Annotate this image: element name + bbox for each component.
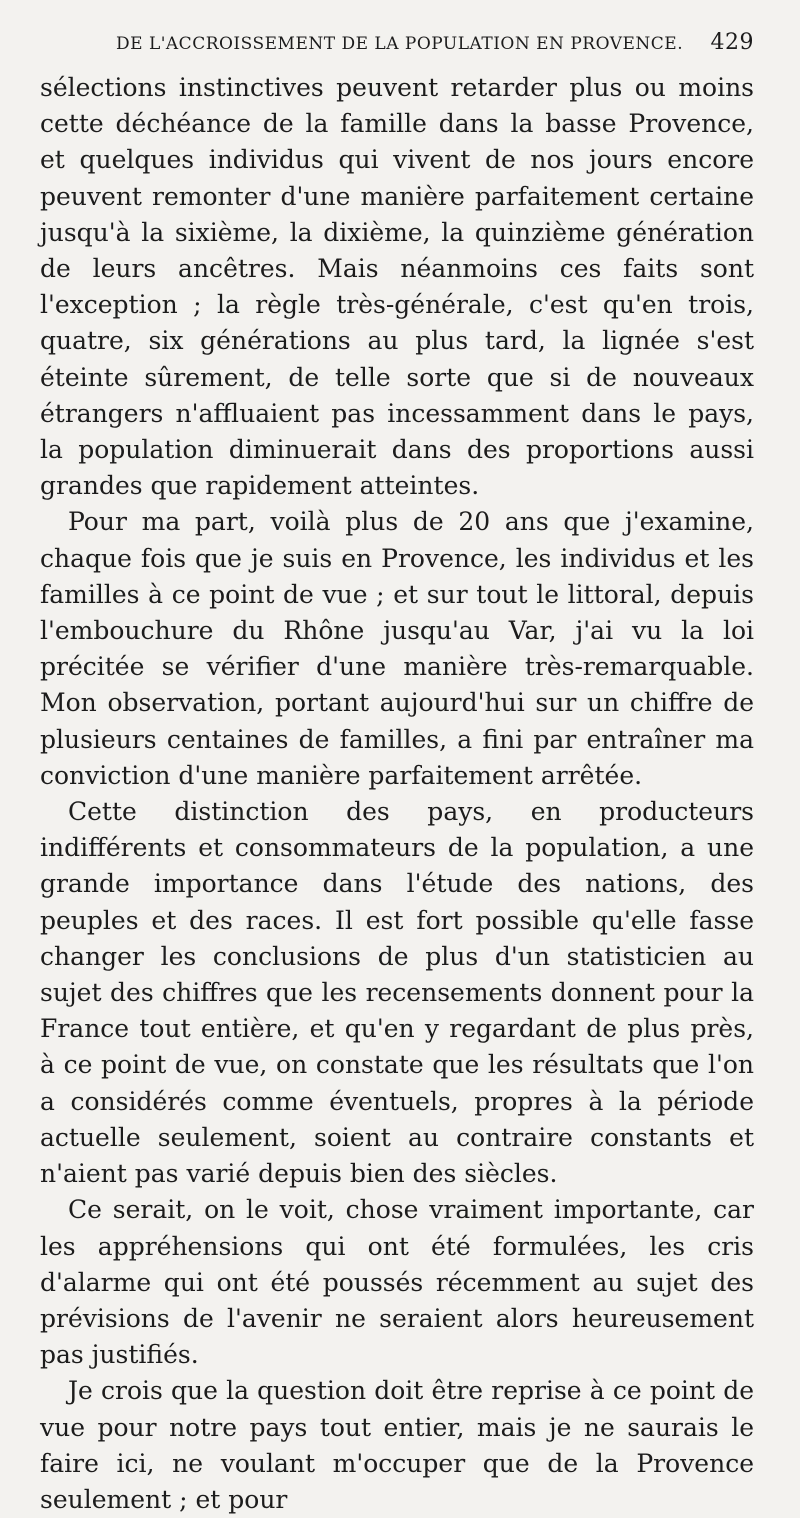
paragraph: Je crois que la question doit être reprise à ce point de vue pour notre pays tout entier, mais je ne saurais le faire ici, ne voulant m'occuper que de la Provence seulement ; et pour <box>40 1376 754 1514</box>
paragraph-continued: sélections instinctives peuvent retarder plus ou moins cette déchéance de la famille dans la basse Provence, et quelques individus qui vivent de nos jours encore peuvent remonter d'une manière parfaitement certaine jusqu'à la sixième, la dixième, la quinzième génération de leurs ancêtres. Mais néanmoins ces faits sont l'exception ; la règle très-générale, c'est qu'en trois, quatre, six générations au plus tard, la lignée s'est éteinte sûrement, de telle sorte que si de nouveaux étrangers n'affluaient pas incessamment dans le pays, la population diminuerait dans des proportions aussi grandes que rapidement atteintes. <box>40 73 754 501</box>
page-number: 429 <box>710 30 754 55</box>
paragraph: Cette distinction des pays, en producteurs indifférents et consommateurs de la population, a une grande importance dans l'étude des nations, des peuples et des races. Il est fort possible qu'elle fasse changer les conclusions de plus d'un statisticien au sujet des chiffres que les recensements donnent pour la France tout entière, et qu'en y regardant de plus près, à ce point de vue, on constate que les résultats que l'on a considérés comme éventuels, propres à la période actuelle seulement, soient au contraire constants et n'aient pas varié depuis bien des siècles. <box>40 797 754 1189</box>
book-page <box>40 30 754 1518</box>
running-title: DE L'ACCROISSEMENT DE LA POPULATION EN PROVENCE. <box>116 34 684 54</box>
body-text <box>40 70 754 1518</box>
paragraph: Pour ma part, voilà plus de 20 ans que j'examine, chaque fois que je suis en Provence, les individus et les familles à ce point de vue ; et sur tout le littoral, depuis l'embouchure du Rhône jusqu'au Var, j'ai vu la loi précitée se vérifier d'une manière très-remarquable. Mon observation, portant aujourd'hui sur un chiffre de plusieurs centaines de familles, a fini par entraîner ma conviction d'une manière parfaitement arrêtée. <box>40 507 754 790</box>
paragraph: Ce serait, on le voit, chose vraiment importante, car les appréhensions qui ont été formulées, les cris d'alarme qui ont été poussés récemment au sujet des prévisions de l'avenir ne seraient alors heureusement pas justifiés. <box>40 1195 754 1370</box>
running-header <box>116 30 754 70</box>
